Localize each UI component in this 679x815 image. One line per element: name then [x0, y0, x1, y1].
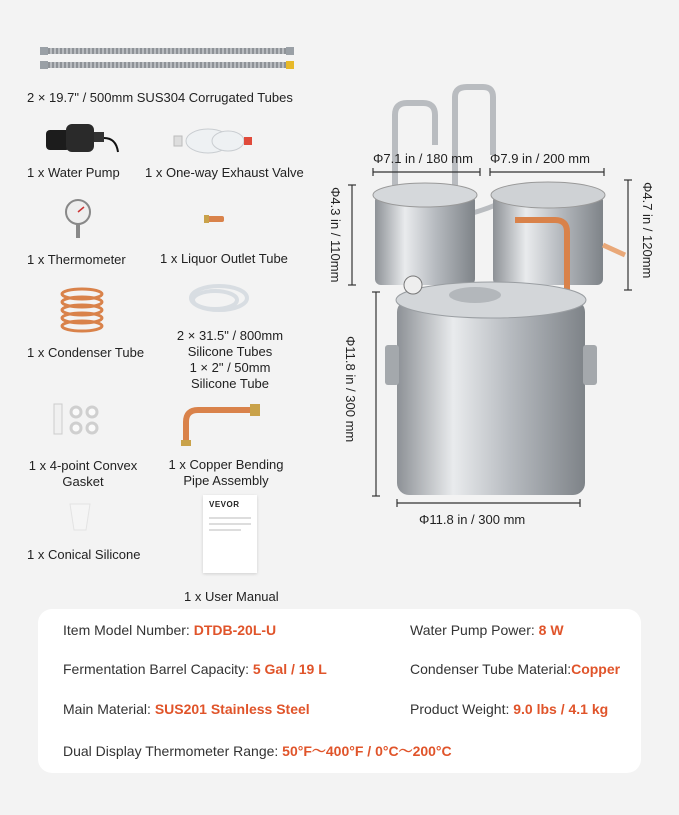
silicone-line-3: 1 × 2" / 50mm	[189, 360, 271, 375]
barrel-width-label: Φ11.8 in / 300 mm	[419, 512, 526, 527]
spec-condenser-material-value: Copper	[571, 661, 621, 677]
condenser-label: 1 x Condenser Tube	[27, 345, 145, 360]
small-pot-height-label: Φ4.3 in / 110mm	[328, 187, 343, 283]
specs-card	[38, 609, 641, 773]
spec-thermo-range-value: 50°F～400°F / 0°C～200°C	[282, 743, 452, 759]
spec-condenser-material	[410, 661, 620, 677]
spec-condenser-material-label: Condenser Tube Material:	[410, 661, 572, 677]
barrel-height-label: Φ11.8 in / 300 mm	[343, 336, 358, 443]
small-pot-width-label: Φ7.1 in / 180 mm	[373, 151, 473, 166]
spec-pump-power-value: 8 W	[538, 622, 564, 638]
copper-line-2: Pipe Assembly	[183, 473, 269, 488]
spec-thermo-range-label: Dual Display Thermometer Range:	[63, 743, 283, 759]
spec-main-material-value: SUS201 Stainless Steel	[154, 701, 310, 717]
gasket-line-2: Gasket	[62, 474, 104, 489]
thermometer-label: 1 x Thermometer	[27, 252, 126, 267]
spec-capacity	[63, 661, 327, 677]
liquor-outlet-label: 1 x Liquor Outlet Tube	[160, 251, 288, 266]
gasket-line-1: 1 x 4-point Convex	[28, 458, 138, 473]
silicone-line-1: 2 × 31.5" / 800mm	[176, 328, 284, 343]
spec-thermo-range	[63, 741, 452, 761]
spec-weight	[410, 701, 608, 717]
spec-model-label: Item Model Number:	[63, 622, 194, 638]
copper-line-1: 1 x Copper Bending	[168, 457, 284, 472]
spec-capacity-value: 5 Gal / 19 L	[252, 661, 327, 677]
water-pump-label: 1 x Water Pump	[27, 165, 120, 180]
spec-main-material-label: Main Material:	[63, 701, 155, 717]
spec-model-value: DTDB-20L-U	[193, 622, 277, 638]
spec-weight-label: Product Weight:	[410, 701, 514, 717]
silicone-line-2: Silicone Tubes	[187, 344, 273, 359]
exhaust-valve-label: 1 x One-way Exhaust Valve	[145, 165, 304, 180]
user-manual-label: 1 x User Manual	[184, 589, 279, 604]
spec-weight-value: 9.0 lbs / 4.1 kg	[513, 701, 609, 717]
spec-capacity-label: Fermentation Barrel Capacity:	[63, 661, 253, 677]
spec-pump-power	[410, 622, 564, 638]
manual-brand: VEVOR	[209, 500, 240, 509]
spec-main-material	[63, 701, 310, 717]
spec-pump-power-label: Water Pump Power:	[410, 622, 539, 638]
conical-silicone-label: 1 x Conical Silicone	[27, 547, 141, 562]
silicone-line-4: Silicone Tube	[190, 376, 270, 391]
spec-model	[63, 622, 276, 638]
corrugated-tubes-label: 2 × 19.7" / 500mm SUS304 Corrugated Tubes	[27, 90, 293, 105]
condenser-pot-height-label: Φ4.7 in / 120mm	[640, 182, 655, 279]
condenser-pot-width-label: Φ7.9 in / 200 mm	[490, 151, 590, 166]
